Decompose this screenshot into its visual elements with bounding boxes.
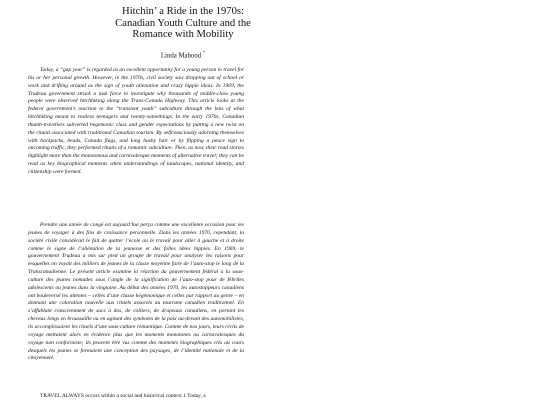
- title-line-3: Romance with Mobility: [132, 29, 234, 41]
- author-footnote-mark: *: [202, 50, 206, 55]
- title-line-2: Canadian Youth Culture and the: [115, 17, 251, 29]
- abstract-french: Prendre une année de congé est aujourd’hui perçu comme une excellente occasion pour les jeunes de voyager à des fins de croissance personnelle. Dans les années 1970, cependant, la société civile considérait le fait de quitter l’école ou le travail pour aller à gauche et à droite comme le signe de l’aliénation de la jeunesse et des folles idées hippies. En 1969, le gouvernement Trudeau a mis sur pied un groupe de travail pour analyser les raisons pour lesquelles on voyait des milliers de jeunes de la classe moyenne faire de l’auto-stop le long de la Transcanadienne. Le présent article examine la réaction du gouvernement fédéral à la sous-culture des jeunes nomades sous l’angle de la signification de l’auto-stop pour de fébriles adolescents ou jeunes dans la vingtaine. Au début des années 1970, les autostoppeurs canadiens ont bouleversé les attentes – celles d’une classe hégémonique et celles par rapport au genre – en donnant une coloration nouvelle aux rituels associés au tourisme canadien traditionnel. En s’affublant consciemment de sacs à dos, de colliers, de drapeaux canadiens, en portant les cheveux longs en broussaille ou en agitant des symboles de la paix au-devant des automobilistes, ils accomplissaient les rituels d’une sous-culture romantique. Comme de nos jours, leurs récits de voyage mettaient alors en évidence plus que les moments monotones ou carnavalesques du voyage non conformiste; ils peuvent être vus comme des moments biographiques clés au cours desquels les jeunes se formaient une conception des paysages, de l’identité nationale et de la citoyenneté.: [28, 222, 244, 362]
- body-first-line: TRAVEL ALWAYS occurs within a social and historical context.1 Today, a: [40, 393, 206, 399]
- author-line: [60, 49, 306, 60]
- abstract-english: Today, a “gap year” is regarded as an excellent opportunity for a young person to travel for his or her personal growth. However, in the 1970s, civil society saw dropping out of school or work and drifting around as the sign of youth alienation and crazy hippie ideas. In 1969, the Trudeau government struck a task force to investigate why thousands of middle-class young people were observed hitchhiking along the Trans-Canada Highway. This article looks at the federal government’s reaction to the “transient youth” subculture through the lens of what hitchhiking meant to restless teenagers and twenty-somethings. In the early 1970s, Canadian thumb-travellers subverted hegemonic class and gender expectations by putting a new twist on the rituals associated with traditional Canadian tourism. By selfconsciously adorning themselves with backpacks, beads, Canada flags, and long bushy hair or by flipping a peace sign to oncoming traffic, they performed rituals of a romantic subculture. Then, as now, their road stories highlight more than the monotonous and carnivalesque moments of alternative travel; they can be read as key biographical moments when understandings of landscapes, national identity, and citizenship were formed.: [28, 67, 244, 175]
- article-title: [60, 6, 306, 41]
- title-line-1: Hitchin’ a Ride in the 1970s:: [122, 6, 244, 17]
- author-name: Linda Mahood: [160, 52, 202, 60]
